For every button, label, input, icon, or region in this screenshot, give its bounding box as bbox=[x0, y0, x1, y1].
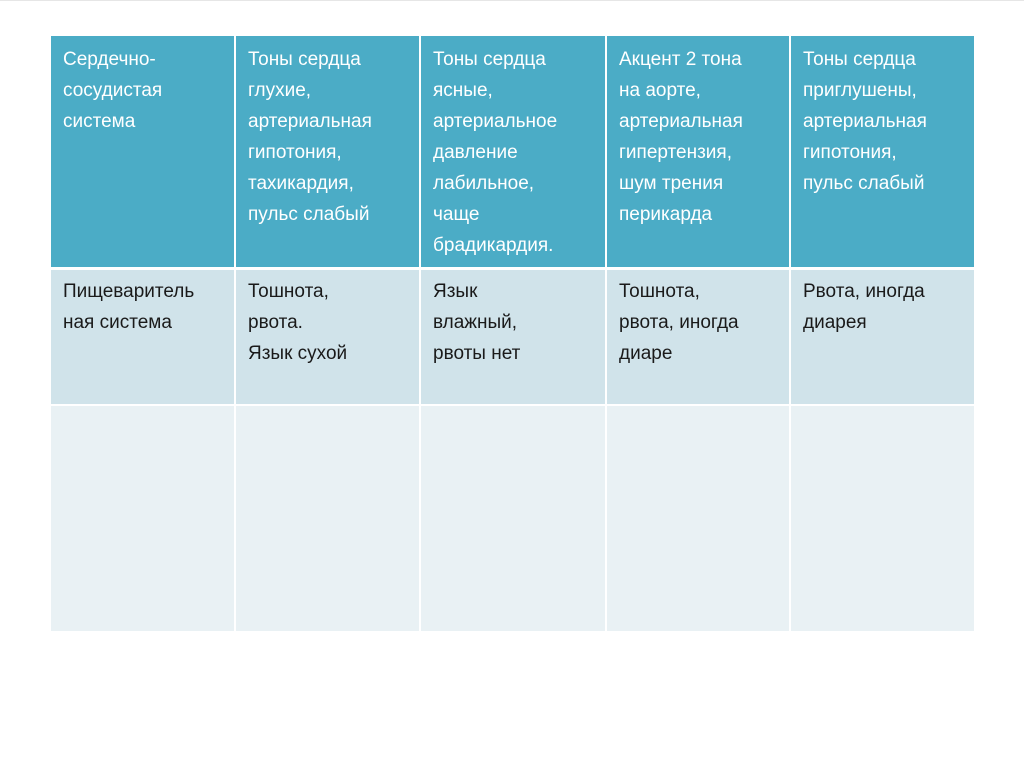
table-cell bbox=[235, 36, 420, 269]
cell-line: чаще bbox=[433, 204, 480, 225]
table-row-empty bbox=[50, 405, 975, 632]
cell-line: рвота. bbox=[248, 312, 303, 333]
table-cell-empty bbox=[790, 405, 975, 632]
cell-line: гипотония, bbox=[803, 142, 897, 163]
table-cell-empty bbox=[235, 405, 420, 632]
cell-line: диаре bbox=[619, 343, 673, 364]
cell-line: ясные, bbox=[433, 80, 493, 101]
table-cell bbox=[606, 36, 790, 269]
cell-line: шум трения bbox=[619, 173, 724, 194]
table-row-cardiovascular bbox=[50, 36, 975, 269]
table-cell bbox=[50, 36, 235, 269]
cell-line: артериальная bbox=[619, 111, 743, 132]
cell-line: Тоны сердца bbox=[803, 49, 916, 70]
cell-line: на аорте, bbox=[619, 80, 701, 101]
cell-line: влажный, bbox=[433, 312, 518, 333]
cell-line: Тошнота, bbox=[248, 281, 329, 302]
cell-line: глухие, bbox=[248, 80, 312, 101]
table-cell-empty bbox=[420, 405, 606, 632]
symptoms-table bbox=[49, 35, 976, 632]
cell-line: пульс слабый bbox=[248, 204, 370, 225]
cell-line: Тошнота, bbox=[619, 281, 700, 302]
cell-line: Рвота, иногда bbox=[803, 281, 925, 302]
table-cell bbox=[420, 36, 606, 269]
cell-line: давление bbox=[433, 142, 518, 163]
cell-line: артериальная bbox=[248, 111, 372, 132]
table-cell-empty bbox=[50, 405, 235, 632]
cell-line: артериальное bbox=[433, 111, 558, 132]
cell-line: сосудистая bbox=[63, 80, 163, 101]
table-cell bbox=[606, 269, 790, 405]
cell-line: приглушены, bbox=[803, 80, 917, 101]
cell-line: ная система bbox=[63, 312, 172, 333]
cell-line: гипертензия, bbox=[619, 142, 732, 163]
cell-line: брадикардия. bbox=[433, 235, 554, 256]
cell-line: перикарда bbox=[619, 204, 713, 225]
cell-line: Сердечно- bbox=[63, 49, 156, 70]
table-cell bbox=[420, 269, 606, 405]
table-row-digestive bbox=[50, 269, 975, 405]
cell-line: Язык bbox=[433, 281, 478, 302]
cell-line: Язык сухой bbox=[248, 343, 348, 364]
cell-line: артериальная bbox=[803, 111, 927, 132]
cell-line: лабильное, bbox=[433, 173, 535, 194]
cell-line: система bbox=[63, 111, 136, 132]
cell-line: диарея bbox=[803, 312, 867, 333]
cell-line: Акцент 2 тона bbox=[619, 49, 742, 70]
cell-line: рвота, иногда bbox=[619, 312, 739, 333]
cell-line: гипотония, bbox=[248, 142, 342, 163]
table-cell bbox=[235, 269, 420, 405]
cell-line: пульс слабый bbox=[803, 173, 925, 194]
table-cell bbox=[790, 36, 975, 269]
cell-line: Тоны сердца bbox=[433, 49, 546, 70]
table-cell bbox=[50, 269, 235, 405]
table-cell bbox=[790, 269, 975, 405]
table-cell-empty bbox=[606, 405, 790, 632]
cell-line: Пищеваритель bbox=[63, 281, 195, 302]
slide-top-border bbox=[0, 0, 1024, 1]
cell-line: рвоты нет bbox=[433, 343, 521, 364]
cell-line: тахикардия, bbox=[248, 173, 354, 194]
cell-line: Тоны сердца bbox=[248, 49, 361, 70]
